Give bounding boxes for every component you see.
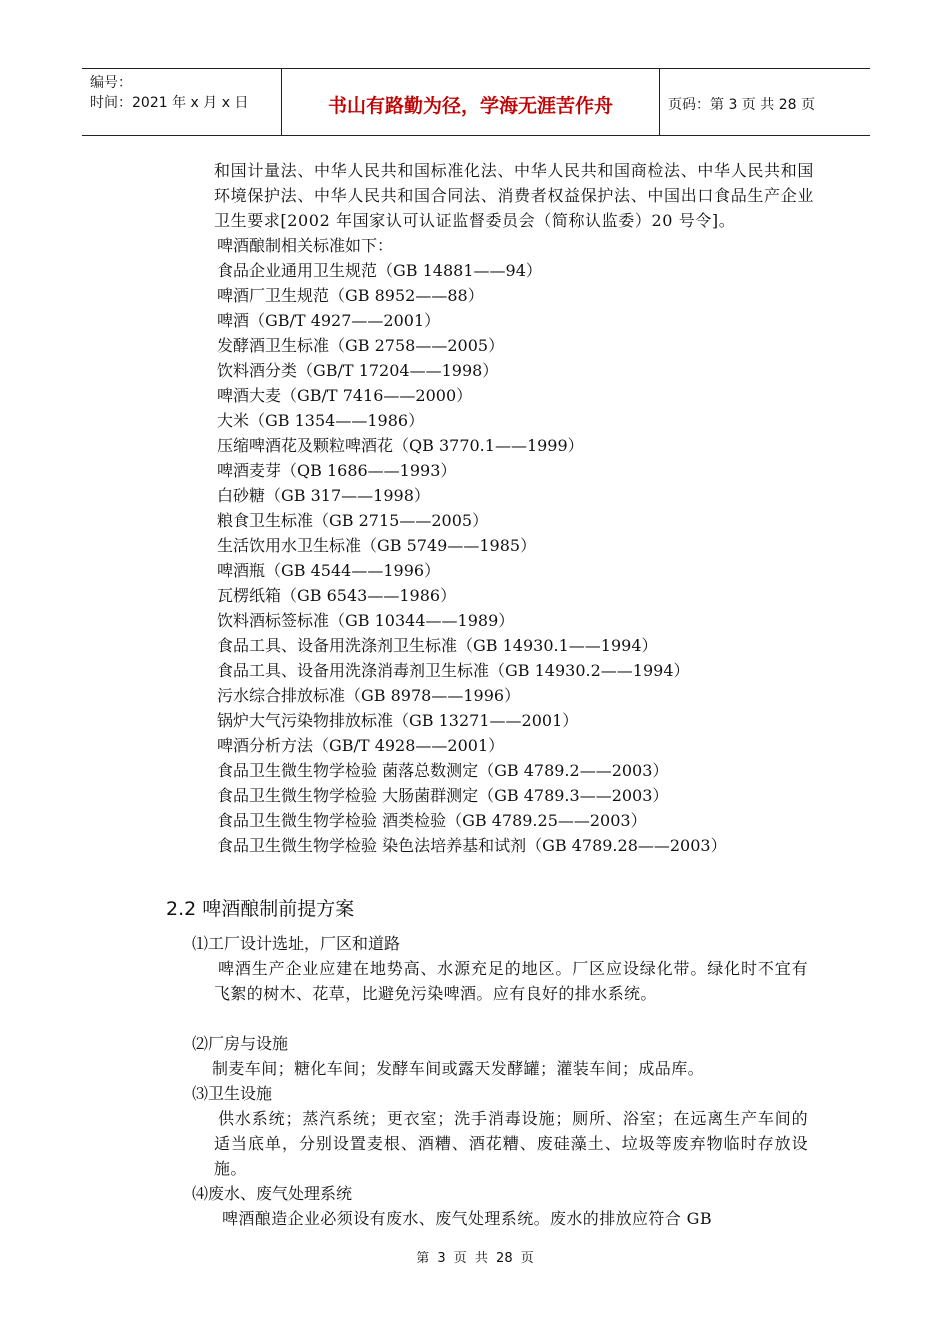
subsection-heading: ⑴工厂设计选址，厂区和道路 bbox=[192, 934, 401, 953]
subsection-body: 供水系统；蒸汽系统；更衣室；洗手消毒设施；厕所、浴室；在远离生产车间的适当底单，分别设置麦根、酒糟、酒花糟、废硅藻土、垃圾等废弃物临时存放设施。 bbox=[214, 1109, 808, 1178]
number-label: 编号： bbox=[90, 75, 132, 91]
standards-heading: 啤酒酿制相关标准如下： bbox=[217, 236, 394, 255]
list-item: 啤酒分析方法（GB/T 4928——2001） bbox=[217, 736, 505, 755]
standards-list bbox=[214, 258, 814, 858]
list-item: 食品企业通用卫生规范（GB 14881——94） bbox=[217, 261, 542, 280]
header-meta bbox=[82, 69, 282, 135]
header-page-info: 页码：第 3 页 共 28 页 bbox=[668, 97, 815, 113]
list-item: 啤酒瓶（GB 4544——1996） bbox=[217, 561, 441, 580]
list-item: 食品卫生微生物学检验 染色法培养基和试剂（GB 4789.28——2003） bbox=[217, 836, 727, 855]
list-item: 食品卫生微生物学检验 菌落总数测定（GB 4789.2——2003） bbox=[217, 761, 669, 780]
main-content bbox=[214, 158, 814, 858]
list-item: 锅炉大气污染物排放标准（GB 13271——2001） bbox=[217, 711, 579, 730]
list-item: 啤酒大麦（GB/T 7416——2000） bbox=[217, 386, 473, 405]
intro-paragraph: 和国计量法、中华人民共和国标准化法、中华人民共和国商检法、中华人民共和国环境保护法、中华人民共和国合同法、消费者权益保护法、中国出口食品生产企业卫生要求[2002 年国家认可认证监督委员会（简称认监委）20 号令]。 bbox=[214, 161, 814, 230]
list-item: 发酵酒卫生标准（GB 2758——2005） bbox=[217, 336, 505, 355]
subsection-body: 啤酒酿造企业必须设有废水、废气处理系统。废水的排放应符合 GB bbox=[222, 1209, 713, 1228]
list-item: 食品工具、设备用洗涤剂卫生标准（GB 14930.1——1994） bbox=[217, 636, 658, 655]
page-header bbox=[82, 68, 870, 136]
page-footer: 第 3 页 共 28 页 bbox=[416, 1251, 534, 1266]
list-item: 啤酒厂卫生规范（GB 8952——88） bbox=[217, 286, 484, 305]
list-item: 食品卫生微生物学检验 大肠菌群测定（GB 4789.3——2003） bbox=[217, 786, 669, 805]
list-item: 白砂糖（GB 317——1998） bbox=[217, 486, 430, 505]
list-item: 污水综合排放标准（GB 8978——1996） bbox=[217, 686, 521, 705]
list-item: 瓦楞纸箱（GB 6543——1986） bbox=[217, 586, 457, 605]
list-item: 饮料酒标签标准（GB 10344——1989） bbox=[217, 611, 515, 630]
list-item: 粮食卫生标准（GB 2715——2005） bbox=[217, 511, 489, 530]
time-label: 时间：2021 年 x 月 x 日 bbox=[90, 95, 249, 111]
list-item: 食品卫生微生物学检验 酒类检验（GB 4789.25——2003） bbox=[217, 811, 647, 830]
section-title: 2.2 啤酒酿制前提方案 bbox=[166, 898, 355, 920]
subsection-body: 制麦车间；糖化车间；发酵车间或露天发酵罐；灌装车间；成品库。 bbox=[212, 1059, 705, 1078]
list-item: 食品工具、设备用洗涤消毒剂卫生标准（GB 14930.2——1994） bbox=[217, 661, 690, 680]
subsection-heading: ⑶卫生设施 bbox=[192, 1084, 273, 1103]
list-item: 生活饮用水卫生标准（GB 5749——1985） bbox=[217, 536, 537, 555]
subsection-heading: ⑵厂房与设施 bbox=[192, 1034, 289, 1053]
list-item: 啤酒（GB/T 4927——2001） bbox=[217, 311, 441, 330]
list-item: 压缩啤酒花及颗粒啤酒花（QB 3770.1——1999） bbox=[217, 436, 584, 455]
header-motto: 书山有路勤为径，学海无涯苦作舟 bbox=[282, 69, 660, 135]
list-item: 饮料酒分类（GB/T 17204——1998） bbox=[217, 361, 499, 380]
list-item: 大米（GB 1354——1986） bbox=[217, 411, 425, 430]
subsection-body: 啤酒生产企业应建在地势高、水源充足的地区。厂区应设绿化带。绿化时不宜有飞絮的树木、花草，比避免污染啤酒。应有良好的排水系统。 bbox=[214, 959, 808, 1003]
subsection-heading: ⑷废水、废气处理系统 bbox=[192, 1184, 353, 1203]
list-item: 啤酒麦芽（QB 1686——1993） bbox=[217, 461, 457, 480]
